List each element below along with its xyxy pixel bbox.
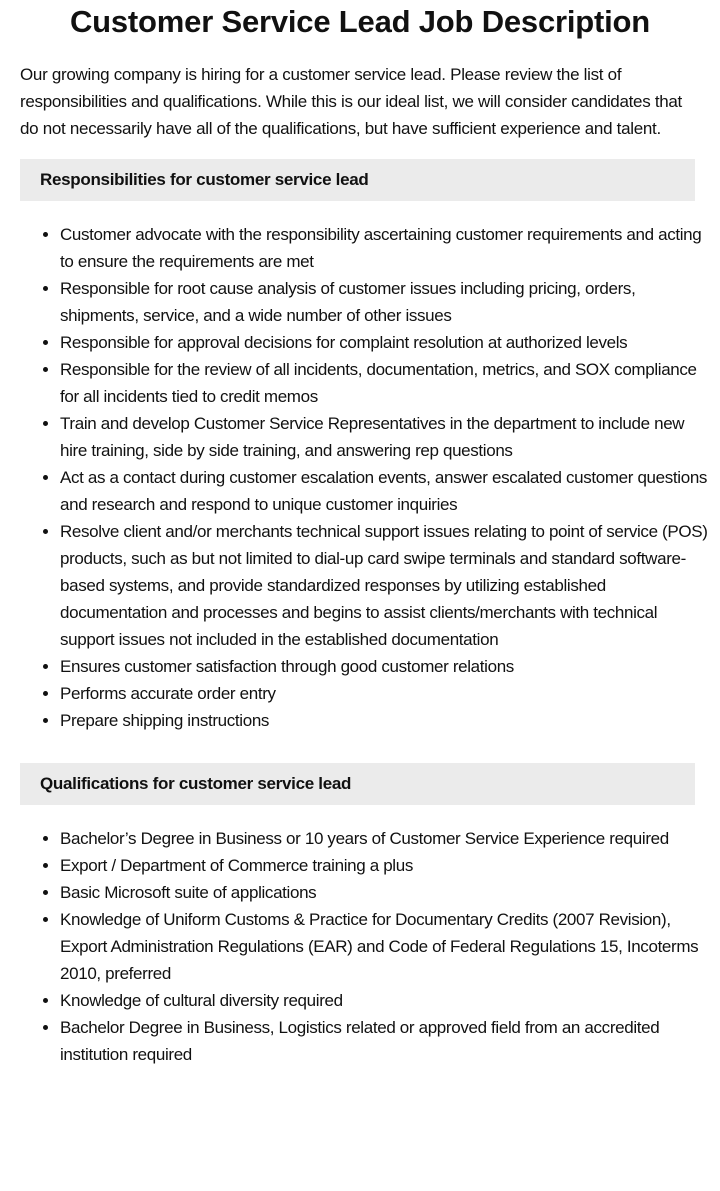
- list-item: • Customer advocate with the responsibility ascertaining customer requirements and acting to ensure the requirements are met: [60, 221, 720, 275]
- list-item: • Ensures customer satisfaction through good customer relations: [60, 653, 720, 680]
- list-item: • Bachelor Degree in Business, Logistics related or approved field from an accredited institution required: [60, 1014, 720, 1068]
- list-item: • Knowledge of Uniform Customs & Practice for Documentary Credits (2007 Revision), Export Administration Regulations (EAR) and Code of Federal Regulations 15, Incoterms 2010, preferred: [60, 906, 720, 987]
- list-item: • Export / Department of Commerce training a plus: [60, 852, 720, 879]
- qualifications-heading: Qualifications for customer service lead: [20, 763, 695, 805]
- responsibilities-list: [0, 221, 720, 734]
- list-item: • Resolve client and/or merchants technical support issues relating to point of service (POS) products, such as but not limited to dial-up card swipe terminals and standard software-based systems, and provide standardized responses by utilizing established documentation and processes and begins to assist clients/merchants with technical support issues not included in the established documentation: [60, 518, 720, 653]
- qualifications-list: [0, 825, 720, 1068]
- responsibilities-heading: Responsibilities for customer service lead: [20, 159, 695, 201]
- list-item: • Knowledge of cultural diversity required: [60, 987, 720, 1014]
- list-item: • Train and develop Customer Service Representatives in the department to include new hire training, side by side training, and answering rep questions: [60, 410, 720, 464]
- list-item: • Basic Microsoft suite of applications: [60, 879, 720, 906]
- page-title: Customer Service Lead Job Description: [69, 4, 651, 39]
- list-item: • Responsible for the review of all incidents, documentation, metrics, and SOX compliance for all incidents tied to credit memos: [60, 356, 720, 410]
- list-item: • Act as a contact during customer escalation events, answer escalated customer questions and research and respond to unique customer inquiries: [60, 464, 720, 518]
- intro-paragraph: Our growing company is hiring for a customer service lead. Please review the list of responsibilities and qualifications. While this is our ideal list, we will consider candidates that do not necessarily have all of the qualifications, but have sufficient experience and talent.: [20, 65, 682, 138]
- list-item: • Performs accurate order entry: [60, 680, 720, 707]
- list-item: • Prepare shipping instructions: [60, 707, 720, 734]
- list-item: • Responsible for approval decisions for complaint resolution at authorized levels: [60, 329, 720, 356]
- list-item: • Responsible for root cause analysis of customer issues including pricing, orders, shipments, service, and a wide number of other issues: [60, 275, 720, 329]
- list-item: • Bachelor’s Degree in Business or 10 years of Customer Service Experience required: [60, 825, 720, 852]
